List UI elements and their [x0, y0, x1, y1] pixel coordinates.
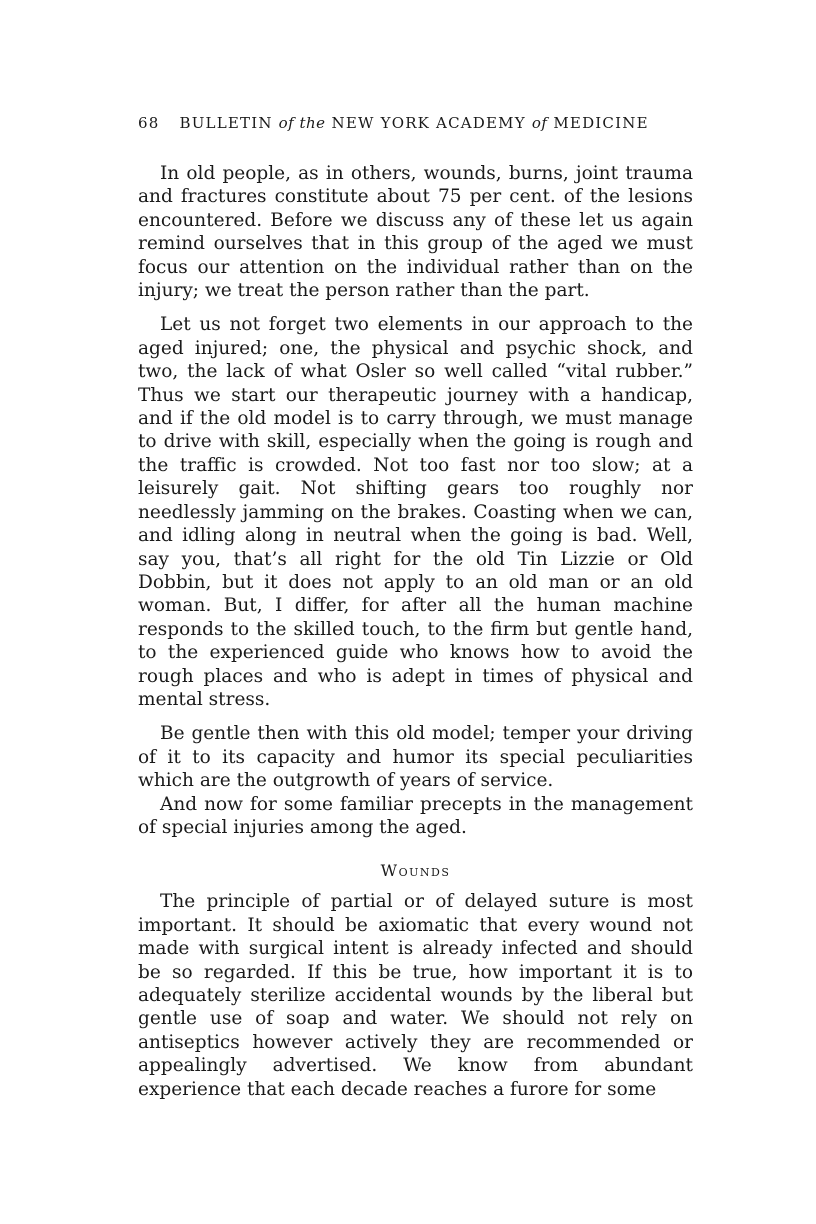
paragraph-intro: In old people, as in others, wounds, burns, joint trauma and fractures constitute about 75 per cent. of the lesions encountered. Before we discuss any of these let us again remind ourselves that in this group of the aged we must focus our attention on the individual rather than on the injury; we treat the person rather than the part.	[138, 163, 693, 302]
paragraph-precepts: And now for some familiar precepts in the management of special injuries among the aged.	[138, 793, 693, 838]
page-number: 68	[138, 114, 160, 132]
paragraph-vital-rubber: Let us not forget two elements in our approach to the aged injured; one, the physical and psychic shock, and two, the lack of what Osler so well called “vital rubber.” Thus we start our therapeutic journey with a handicap, and if the old model is to carry through, we must manage to drive with skill, especially when the going is rough and the traffic is crowded. Not too fast nor too slow; at a leisurely gait. Not shifting gears too roughly nor needlessly jamming on the brakes. Coasting when we can, and idling along in neutral when the going is bad. Well, say you, that’s all right for the old Tin Lizzie or Old Dobbin, but it does not apply to an old man or an old woman. But, I differ, for after all the human machine responds to the skilled touch, to the firm but gentle hand, to the experienced guide who knows how to avoid the rough places and who is adept in times of physical and mental stress.	[138, 314, 693, 710]
journal-title-bulletin: BULLETIN	[179, 114, 273, 132]
paragraph-wounds: The principle of partial or of delayed suture is most important. It should be axiomatic that every wound not made with surgical intent is already infected and should be so regarded. If this be true, how important it is to adequately sterilize accidental wounds by the liberal but gentle use of soap and water. We should not rely on antiseptics however actively they are recommended or appealingly advertised. We know from abundant experience that each decade reaches a furore for some	[138, 891, 693, 1100]
section-heading-wounds: Wounds	[380, 861, 451, 881]
journal-title-of-the: of the	[278, 114, 326, 132]
journal-title-of: of	[531, 114, 548, 132]
paragraph-gentle: Be gentle then with this old model; temper your driving of it to its capacity and humor its special peculiarities which are the outgrowth of years of service.	[138, 723, 693, 792]
journal-title-academy: NEW YORK ACADEMY	[331, 114, 526, 132]
article-body	[138, 162, 693, 1101]
journal-title-medicine: MEDICINE	[553, 114, 649, 132]
running-header	[138, 114, 698, 132]
